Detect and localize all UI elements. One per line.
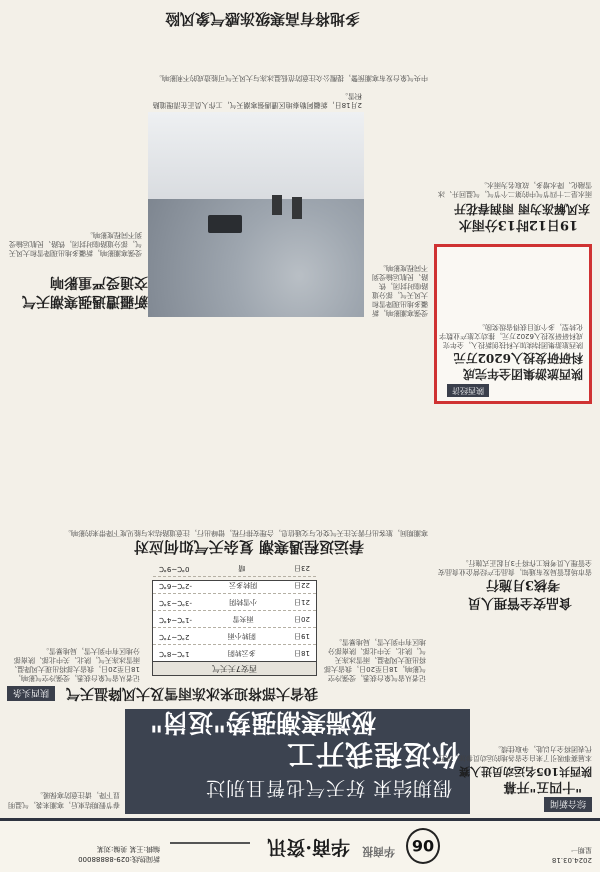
article-a6-title2: 考核3月施行 [485,577,560,592]
section-tag-a1: 陕西头条 [7,686,55,701]
table-row: 22日 阴转多云 -2℃~6℃ [153,576,316,593]
section-title: 华商·资讯 [267,836,350,858]
banner-main-line2: 极端寒潮强势"返岗" [149,708,376,737]
article-a4-title: 多地将有高寒级冻感气象风险 [164,10,360,28]
article-a1-text-col2: 记者从省气象台获悉，受强冷空气影响，18日至20日，我省大部将出现大风降温、雨雪冰冻天气，陕北、关中北部、陕南部分地区有中到大雪，局地暴雪。 [324,638,426,682]
photo-vehicle [208,215,242,233]
article-a7-title: 陕西旅游集团全年完成 [462,367,583,381]
table-row: 23日 晴 0℃~9℃ [159,564,310,573]
article-a1-text: 记者从省气象台获悉，受强冷空气影响，18日至20日，我省大部将出现大风降温、雨雪冰冻天气，陕北、关中北部、陕南部分地区有中到大雪，局地暴雪。 [10,647,140,682]
article-a5-subtitle: 陕西共105名运动员进入赛 [459,765,592,778]
weather-table-title: 西安7天天气 [153,661,316,675]
headline-banner [125,709,470,814]
masthead-rule [170,842,250,844]
article-a8-text: 雨水是二十四节气中的第二个节气，气温回升、冰雪融化、降水增多，故取名为雨水。 [438,181,592,198]
article-a8-title: 19日12时13分雨水 [458,217,578,232]
banner-main-line1: 你返程我开工 [285,738,460,771]
photo-person [292,197,302,219]
article-a5-title: "十四五"开幕 [503,779,582,794]
article-a2-text: 寒潮期间，旅客出行需关注天气变化与交通信息，合理安排行程，错峰出行，注意道路结冰与能见度下降带来的影响。 [64,529,428,537]
article-a1-title: 我省大部将迎来冰冻雨雪及大风降温天气 [66,685,318,701]
weather-table [152,564,317,676]
section-tag-a5: 综合新闻 [544,797,592,812]
masthead-contact: 新闻热线:029-88888000 编辑:王某 美编:刘某 [78,845,160,863]
article-a2-title: 春运返程遇寒潮 复杂天气如何应对 [133,538,364,556]
page-number: 06 [406,828,440,864]
article-a3-text: 受强寒潮影响，新疆多地出现降雪和大风天气，部分道路临时封闭，铁路、民航运输受到不同程度影响。 [372,264,428,317]
article-a7-text: 陕西旅游集团持续加大科技创新投入，全年完成科研研发投入6202万元，推动文旅产业数字化转型，多个项目获得省级奖励。 [439,323,583,349]
article-a3-text-col2: 受强寒潮影响，新疆多地出现降雪和大风天气，部分道路临时封闭，铁路、民航运输受到不同程度影响。 [9,231,142,257]
highlighted-article [434,244,592,404]
article-a6-text: 省市场监管局发布通知，食品生产经营企业食品安全管理人员考核工作将于3月起正式施行。 [438,559,592,576]
article-a6-title: 食品安全管理人员 [467,595,572,610]
article-a5-text: 本届赛事吸引了来自全省各地的运动员参加，陕西代表团将全力以赴，争取佳绩。 [438,745,592,762]
article-a4-text: 中央气象台发布寒潮预警，提醒公众注意防范低温冰冻与大风天气可能造成的不利影响。 [155,74,428,82]
article-a7-title2: 科研研发投入6202万元 [453,351,583,365]
section-tag-a7: 陕西经济 [447,384,489,397]
article-a3-title2: 交通受严重影响 [50,274,148,290]
article-a3-title: 新疆遭遇强寒潮天气 [22,293,148,309]
logo: 华商报 [362,845,395,858]
banner-note: 春节假期结束后，寒潮来袭，气温明显下降，请注意防寒保暖。 [8,791,120,809]
table-row: 19日 阴转小雨 2℃~7℃ [153,627,316,644]
photo-person [272,195,282,215]
table-row: 21日 小雪转阴 -3℃~3℃ [153,593,316,610]
article-a8-title2: 东风解冻为雨 雨润春花开 [453,202,590,216]
banner-subtitle: 假期结束 好天气也暂且别过 [204,777,452,799]
masthead [0,818,600,872]
table-row: 20日 雨夹雪 -1℃~4℃ [153,610,316,627]
masthead-date: 2024.03.18 星期一 [551,846,592,864]
news-photo [148,112,364,317]
photo-caption: 2月18日，新疆阿勒泰地区遭遇强寒潮天气，工作人员正在清理道路积雪。 [152,92,362,109]
table-row: 18日 多云转阴 1℃~8℃ [153,644,316,661]
